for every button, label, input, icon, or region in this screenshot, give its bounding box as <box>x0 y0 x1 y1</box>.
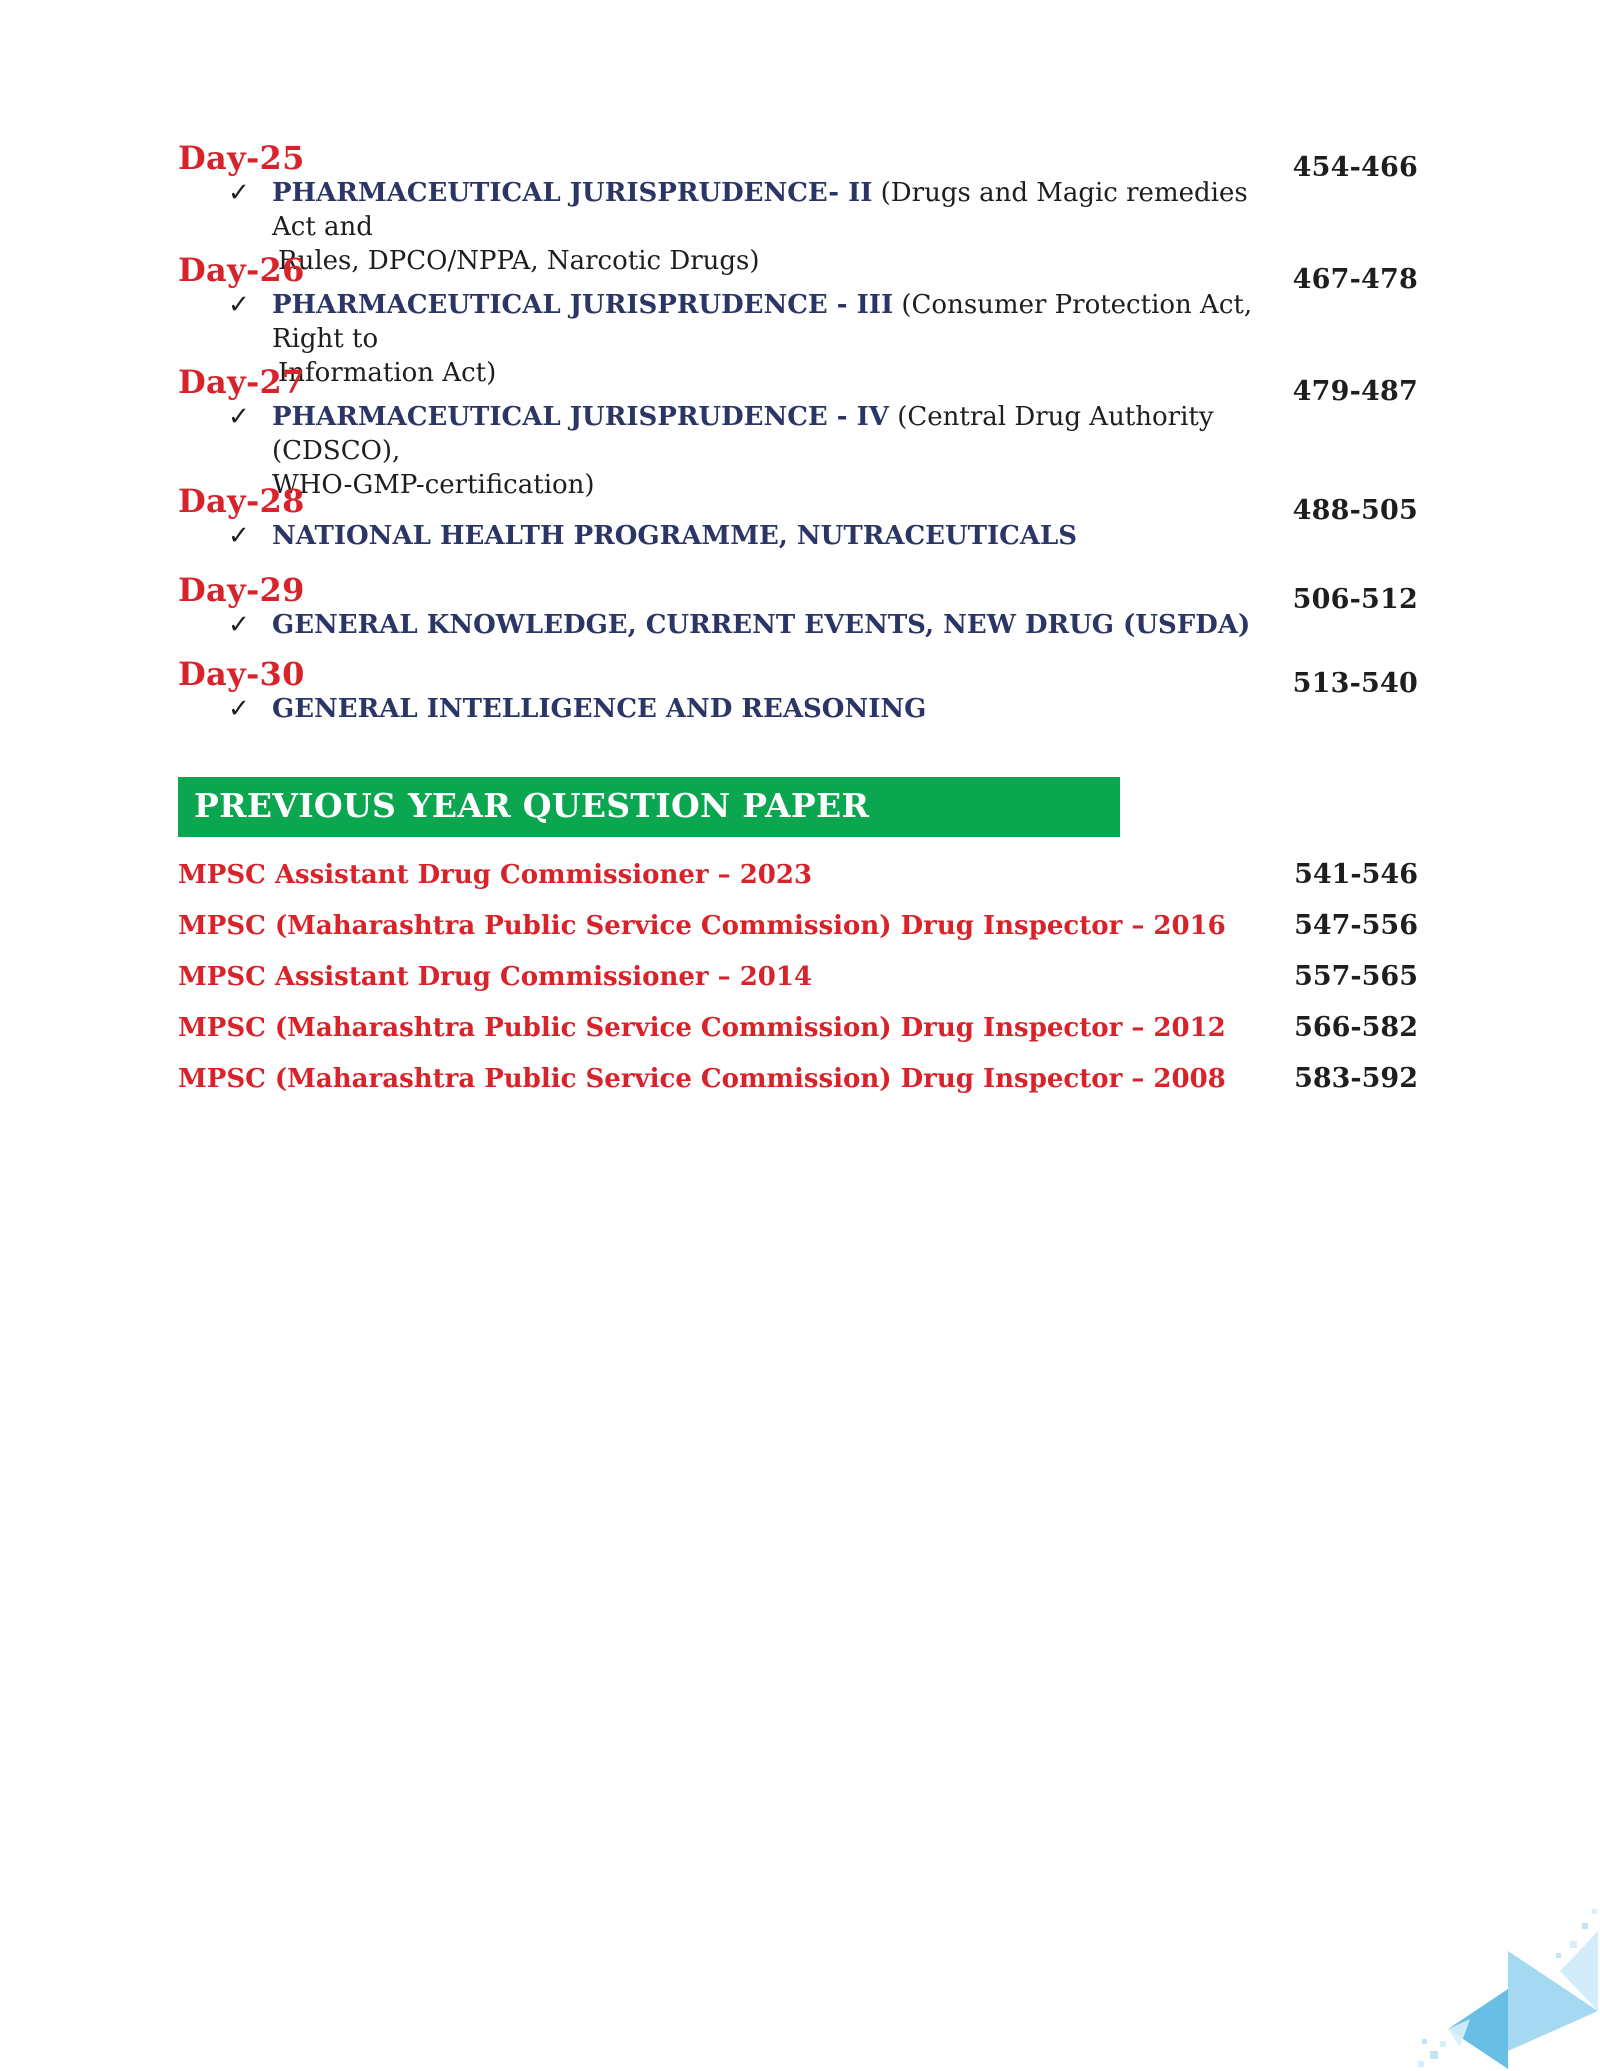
topic-detail: (Consumer Protection Act, Right to <box>272 290 1253 354</box>
topic-detail-continued: WHO-GMP-certification) <box>272 470 595 500</box>
topic-detail-continued: Information Act) <box>278 358 497 388</box>
day-title: Day-28 <box>178 482 305 520</box>
topic-title: PHARMACEUTICAL JURISPRUDENCE - III <box>272 290 894 320</box>
day-title: Day-25 <box>178 139 305 177</box>
topic-detail: (Central Drug Authority (CDSCO), <box>272 402 1214 466</box>
paper-entry <box>178 1061 1418 1101</box>
check-icon: ✓ <box>228 402 250 432</box>
check-icon: ✓ <box>228 610 250 640</box>
page-range: 467-478 <box>1292 264 1418 295</box>
topic-title: GENERAL KNOWLEDGE, CURRENT EVENTS, NEW DRUG (USFDA) <box>272 610 1251 640</box>
check-icon: ✓ <box>228 290 250 320</box>
page-range: 479-487 <box>1292 376 1418 407</box>
page-range: 454-466 <box>1292 152 1418 183</box>
day-title: Day-30 <box>178 655 305 693</box>
paper-title: MPSC (Maharashtra Public Service Commission) Drug Inspector – 2012 <box>178 1013 1226 1043</box>
day-entry <box>178 656 1418 726</box>
check-icon: ✓ <box>228 521 250 551</box>
day-entry <box>178 364 1418 502</box>
topic-item <box>228 519 1282 553</box>
paper-title: MPSC (Maharashtra Public Service Commission) Drug Inspector – 2008 <box>178 1064 1226 1094</box>
topic-detail-continued: Rules, DPCO/NPPA, Narcotic Drugs) <box>278 246 760 276</box>
topic-title: PHARMACEUTICAL JURISPRUDENCE - IV <box>272 402 889 432</box>
topic-title: NATIONAL HEALTH PROGRAMME, NUTRACEUTICALS <box>272 521 1078 551</box>
paper-entry <box>178 908 1418 948</box>
topic-title: PHARMACEUTICAL JURISPRUDENCE- II <box>272 178 873 208</box>
paper-entry <box>178 959 1418 999</box>
paper-title: MPSC (Maharashtra Public Service Commission) Drug Inspector – 2016 <box>178 911 1226 941</box>
check-icon: ✓ <box>228 694 250 724</box>
page-range: 557-565 <box>1294 961 1418 992</box>
page-range: 583-592 <box>1294 1063 1418 1094</box>
day-title: Day-27 <box>178 363 305 401</box>
page-range: 506-512 <box>1292 584 1418 615</box>
day-entry <box>178 572 1418 642</box>
topic-detail: (Drugs and Magic remedies Act and <box>272 178 1248 242</box>
paper-entry <box>178 1010 1418 1050</box>
page-range: 547-556 <box>1294 910 1418 941</box>
page-range: 566-582 <box>1294 1012 1418 1043</box>
section-banner <box>178 777 1120 837</box>
page-range: 488-505 <box>1292 495 1418 526</box>
paper-entry <box>178 857 1418 897</box>
day-title: Day-29 <box>178 571 305 609</box>
section-title: PREVIOUS YEAR QUESTION PAPER <box>194 786 870 825</box>
topic-item <box>228 692 1282 726</box>
paper-title: MPSC Assistant Drug Commissioner – 2023 <box>178 860 813 890</box>
topic-item <box>228 608 1282 642</box>
page-range: 541-546 <box>1294 859 1418 890</box>
triangle-pattern-icon <box>1370 1901 1600 2071</box>
day-entry <box>178 483 1418 553</box>
page-range: 513-540 <box>1292 668 1418 699</box>
topic-title: GENERAL INTELLIGENCE AND REASONING <box>272 694 927 724</box>
day-title: Day-26 <box>178 251 305 289</box>
paper-title: MPSC Assistant Drug Commissioner – 2014 <box>178 962 813 992</box>
check-icon: ✓ <box>228 178 250 208</box>
